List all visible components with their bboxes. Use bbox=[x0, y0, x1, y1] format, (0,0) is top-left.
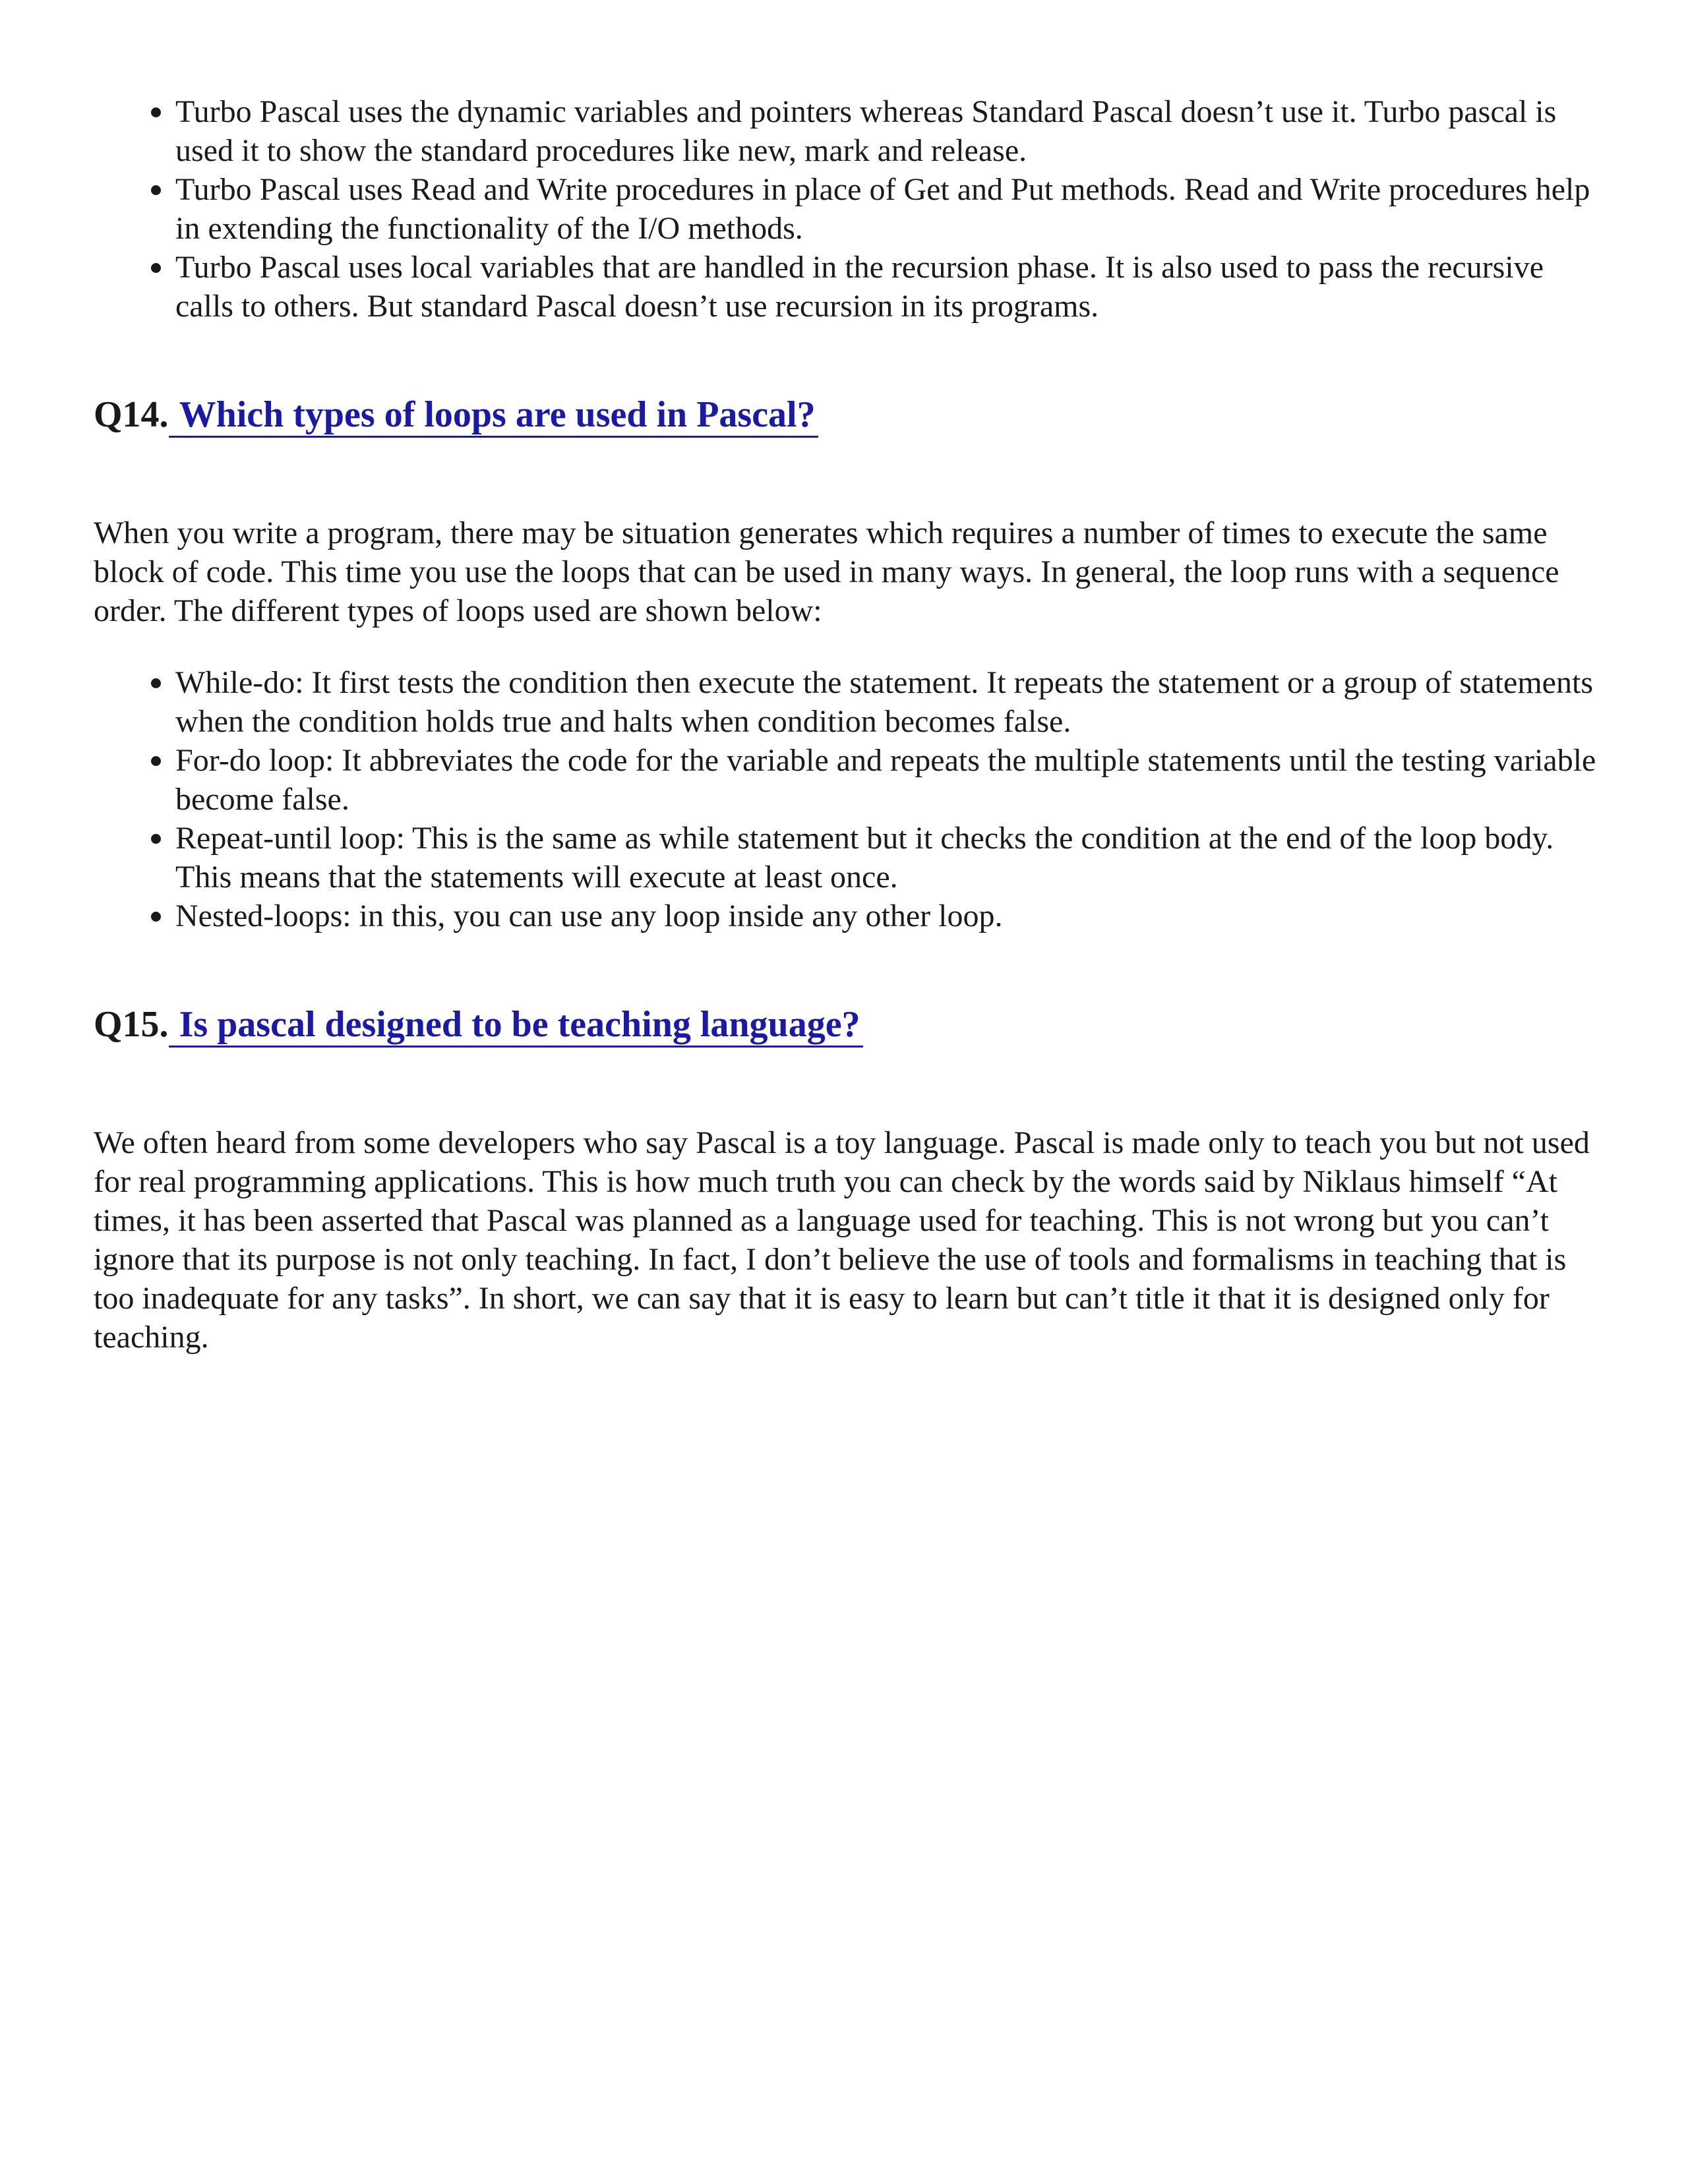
list-item: Turbo Pascal uses Read and Write procedures in place of Get and Put methods. Read and Write procedures help in extending the functionality of the I/O methods. bbox=[175, 170, 1597, 248]
q15-body-paragraph: We often heard from some developers who say Pascal is a toy language. Pascal is made only to teach you but not used for real programming applications. This is how much truth you can check by the words said by Niklaus himself “At times, it has been asserted that Pascal was planned as a language used for teaching. This is not wrong but you can’t ignore that its purpose is not only teaching. In fact, I don’t believe the use of tools and formalisms in teaching that is too inadequate for any tasks”. In short, we can say that it is easy to learn but can’t title it that it is designed only for teaching. bbox=[94, 1125, 1590, 1355]
q14-heading bbox=[94, 392, 1597, 438]
document-page bbox=[94, 92, 1597, 1357]
list-item: While-do: It first tests the condition then execute the statement. It repeats the statement or a group of statements when the condition holds true and halts when condition becomes false. bbox=[175, 663, 1597, 741]
list-item: Turbo Pascal uses the dynamic variables and pointers whereas Standard Pascal doesn’t use it. Turbo pascal is used it to show the standard procedures like new, mark and release. bbox=[175, 92, 1597, 170]
loop-types-list bbox=[94, 663, 1597, 935]
q15-number: Q15. bbox=[94, 1004, 169, 1045]
turbo-pascal-differences-list bbox=[94, 92, 1597, 326]
list-item: For-do loop: It abbreviates the code for the variable and repeats the multiple statements until the testing variable become false. bbox=[175, 741, 1597, 819]
q14-title-link[interactable]: Which types of loops are used in Pascal? bbox=[169, 394, 818, 438]
list-item: Turbo Pascal uses local variables that are handled in the recursion phase. It is also used to pass the recursive calls to others. But standard Pascal doesn’t use recursion in its programs. bbox=[175, 248, 1597, 326]
list-item: Repeat-until loop: This is the same as while statement but it checks the condition at the end of the loop body. This means that the statements will execute at least once. bbox=[175, 819, 1597, 897]
q15-heading bbox=[94, 1001, 1597, 1048]
q14-intro-paragraph: When you write a program, there may be situation generates which requires a number of times to execute the same block of code. This time you use the loops that can be used in many ways. In general, the loop runs with a sequence order. The different types of loops used are shown below: bbox=[94, 516, 1559, 628]
q15-title-link[interactable]: Is pascal designed to be teaching language? bbox=[169, 1003, 863, 1048]
list-item: Nested-loops: in this, you can use any loop inside any other loop. bbox=[175, 897, 1597, 935]
q14-number: Q14. bbox=[94, 394, 169, 435]
